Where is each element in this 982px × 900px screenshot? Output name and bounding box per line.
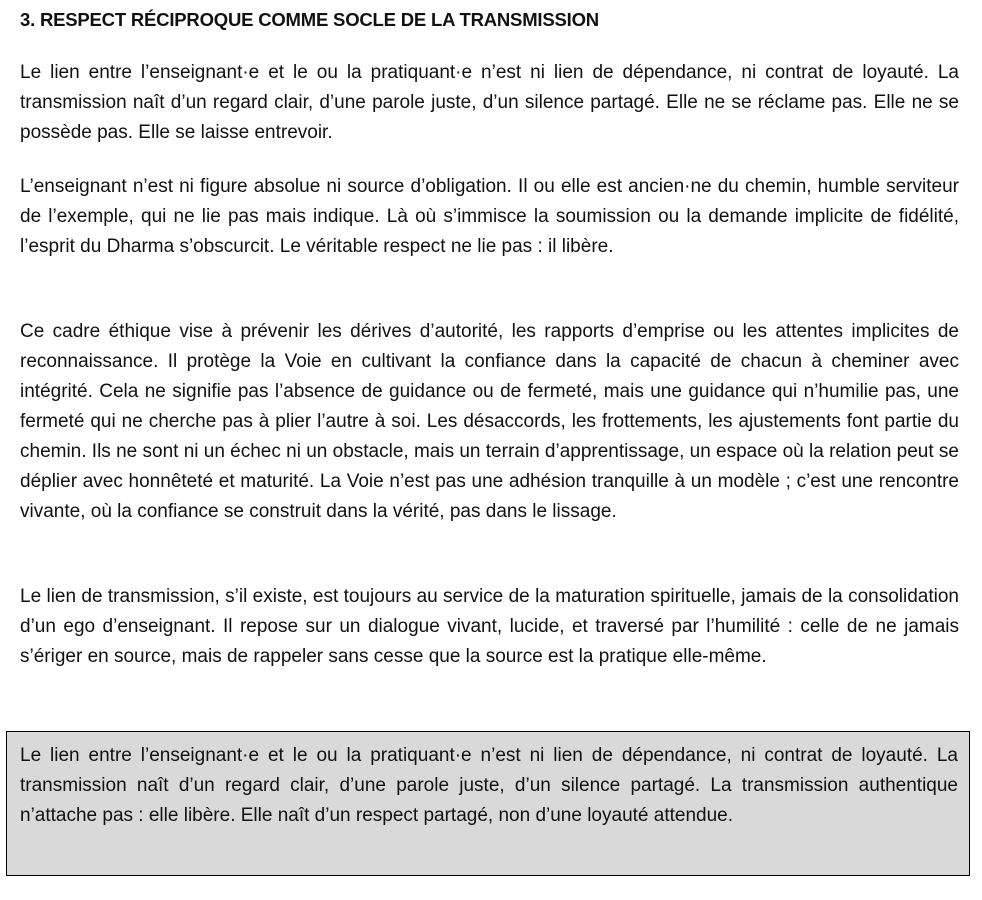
paragraph-3: Ce cadre éthique vise à prévenir les dérives d’autorité, les rapports d’emprise ou les attentes implicites de reconnaissance. Il protège la Voie en cultivant la confiance dans la capacité de chacun à cheminer avec intégrité. Cela ne signifie pas l’absence de guidance ou de fermeté, mais une guidance qui n’humilie pas, une fermeté qui ne cherche pas à plier l’autre à soi. Les désaccords, les frottements, les ajustements font partie du chemin. Ils ne sont ni un échec ni un obstacle, mais un terrain d’apprentissage, un espace où la relation peut se déplier avec honnêteté et maturité. La Voie n’est pas une adhésion tranquille à un modèle ; c’est une rencontre vivante, où la confiance se construit dans la vérité, pas dans le lissage. xyxy=(20,321,959,522)
paragraph-4: Le lien de transmission, s’il existe, est toujours au service de la maturation spirituelle, jamais de la consolidation d’un ego d’enseignant. Il repose sur un dialogue vivant, lucide, et traversé par l’humilité : celle de ne jamais s’ériger en source, mais de rappeler sans cesse que la source est la pratique elle-même. xyxy=(20,586,959,667)
highlight-box xyxy=(6,731,970,876)
section-heading: 3. RESPECT RÉCIPROQUE COMME SOCLE DE LA TRANSMISSION xyxy=(20,9,599,30)
paragraph-2: L’enseignant n’est ni figure absolue ni source d’obligation. Il ou elle est ancien·ne du chemin, humble serviteur de l’exemple, qui ne lie pas mais indique. Là où s’immisce la soumission ou la demande implicite de fidélité, l’esprit du Dharma s’obscurcit. Le véritable respect ne lie pas : il libère. xyxy=(20,176,959,257)
highlight-box-text: Le lien entre l’enseignant·e et le ou la pratiquant·e n’est ni lien de dépendance, ni contrat de loyauté. La transmission naît d’un regard clair, d’une parole juste, d’un silence partagé. La transmission authentique n’attache pas : elle libère. Elle naît d’un respect partagé, non d’une loyauté attendue. xyxy=(20,745,958,826)
paragraph-1: Le lien entre l’enseignant·e et le ou la pratiquant·e n’est ni lien de dépendance, ni contrat de loyauté. La transmission naît d’un regard clair, d’une parole juste, d’un silence partagé. Elle ne se réclame pas. Elle ne se possède pas. Elle se laisse entrevoir. xyxy=(20,62,959,143)
